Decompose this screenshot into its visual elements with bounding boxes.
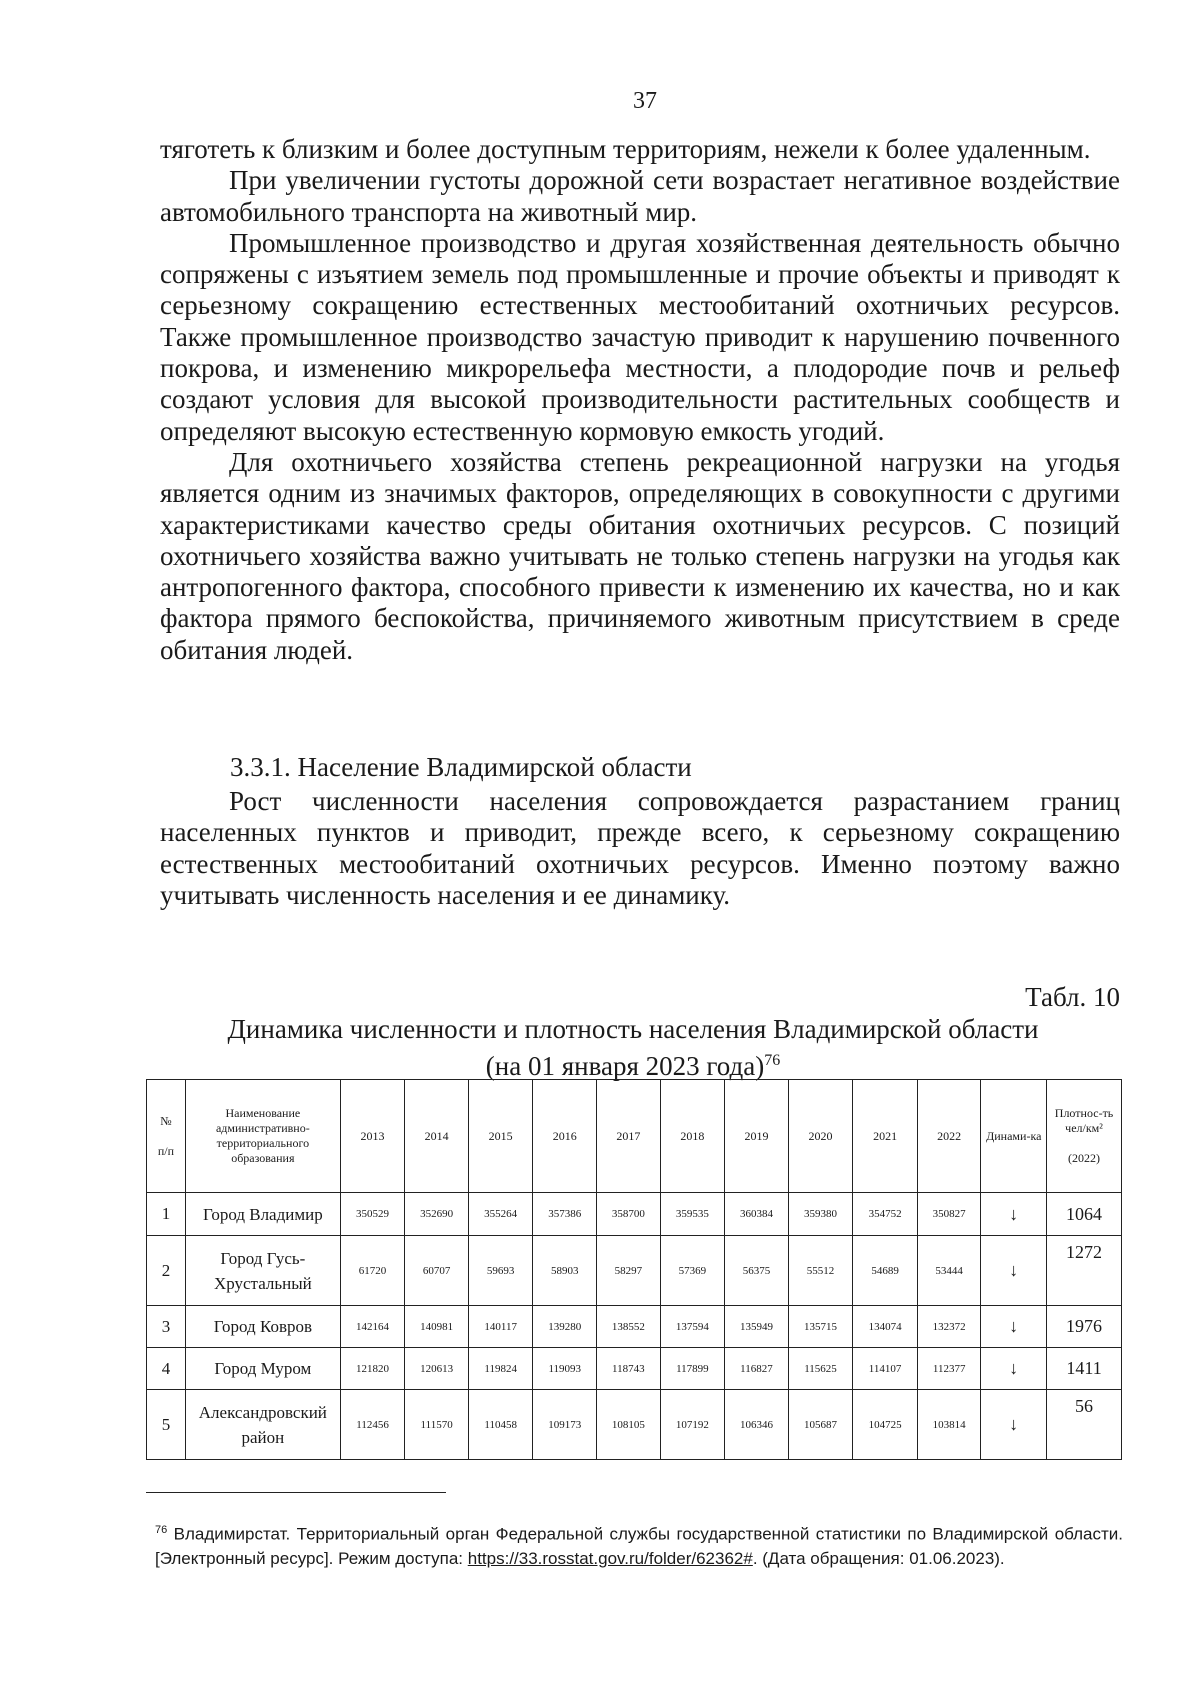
row-value: 112377	[917, 1348, 981, 1390]
row-density: 1411	[1047, 1348, 1122, 1390]
row-value: 138552	[597, 1306, 661, 1348]
row-value: 58297	[597, 1236, 661, 1306]
population-table	[146, 1079, 1122, 1460]
header-year: 2020	[788, 1080, 853, 1193]
header-year: 2016	[533, 1080, 597, 1193]
section-text	[160, 786, 1120, 911]
row-number: 2	[147, 1236, 186, 1306]
header-year: 2015	[468, 1080, 533, 1193]
row-name: Город Владимир	[185, 1193, 340, 1236]
arrow-down-icon: ↓	[981, 1390, 1047, 1460]
body-text-top	[160, 134, 1120, 666]
row-value: 137594	[660, 1306, 725, 1348]
table-label: Табл. 10	[1025, 982, 1120, 1012]
row-value: 350827	[917, 1193, 981, 1236]
row-value: 118743	[597, 1348, 661, 1390]
header-year: 2019	[725, 1080, 789, 1193]
table-row	[147, 1236, 1122, 1306]
row-value: 104725	[853, 1390, 918, 1460]
row-value: 114107	[853, 1348, 918, 1390]
row-value: 140981	[405, 1306, 469, 1348]
table-row	[147, 1348, 1122, 1390]
row-value: 140117	[468, 1306, 533, 1348]
header-year: 2021	[853, 1080, 918, 1193]
row-value: 139280	[533, 1306, 597, 1348]
row-value: 109173	[533, 1390, 597, 1460]
row-number: 4	[147, 1348, 186, 1390]
paragraph-3: Промышленное производство и другая хозяйственная деятельность обычно сопряжены с изъятием земель под промышленные и прочие объекты и приводят к серьезному сокращению естественных местообитаний охотничьих ресурсов. Также промышленное производство зачастую приводит к нарушению почвенного покрова, и изменению микрорельефа местности, а плодородие почв и рельеф создают условия для высокой производительности растительных сообществ и определяют высокую естественную кормовую емкость угодий.	[160, 227, 1120, 446]
row-value: 53444	[917, 1236, 981, 1306]
footnote-text-end: . (Дата обращения: 01.06.2023).	[752, 1548, 1005, 1568]
table-row	[147, 1390, 1122, 1460]
header-year: 2017	[597, 1080, 661, 1193]
row-value: 110458	[468, 1390, 533, 1460]
row-value: 60707	[405, 1236, 469, 1306]
row-value: 135949	[725, 1306, 789, 1348]
row-value: 59693	[468, 1236, 533, 1306]
row-value: 55512	[788, 1236, 853, 1306]
row-value: 117899	[660, 1348, 725, 1390]
row-value: 115625	[788, 1348, 853, 1390]
header-number: № п/п	[147, 1080, 186, 1193]
header-year: 2018	[660, 1080, 725, 1193]
row-value: 360384	[725, 1193, 789, 1236]
row-density: 1272	[1047, 1236, 1122, 1306]
footnote-text: Владимирстат. Территориальный орган Федеральной службы государственной статистики по Владимирской области. [Электронный ресурс]. Режим доступа:	[155, 1524, 1123, 1568]
row-value: 119824	[468, 1348, 533, 1390]
row-value: 108105	[597, 1390, 661, 1460]
row-value: 103814	[917, 1390, 981, 1460]
row-value: 355264	[468, 1193, 533, 1236]
footnote	[155, 1518, 1123, 1571]
row-number: 5	[147, 1390, 186, 1460]
row-value: 350529	[340, 1193, 405, 1236]
row-value: 357386	[533, 1193, 597, 1236]
row-value: 121820	[340, 1348, 405, 1390]
row-value: 359380	[788, 1193, 853, 1236]
row-value: 111570	[405, 1390, 469, 1460]
header-density: Плотнос-ть чел/км² (2022)	[1047, 1080, 1122, 1193]
row-density: 1976	[1047, 1306, 1122, 1348]
paragraph-2: При увеличении густоты дорожной сети возрастает негативное воздействие автомобильного транспорта на животный мир.	[160, 165, 1120, 227]
header-dynamics: Динами-ка	[981, 1080, 1047, 1193]
footnote-number: 76	[155, 1524, 168, 1536]
row-value: 54689	[853, 1236, 918, 1306]
arrow-down-icon: ↓	[981, 1306, 1047, 1348]
page-number: 37	[633, 88, 657, 114]
row-value: 120613	[405, 1348, 469, 1390]
row-value: 132372	[917, 1306, 981, 1348]
row-value: 134074	[853, 1306, 918, 1348]
header-year: 2014	[405, 1080, 469, 1193]
row-value: 56375	[725, 1236, 789, 1306]
paragraph-4: Для охотничьего хозяйства степень рекреационной нагрузки на угодья является одним из значимых факторов, определяющих в совокупности с другими характеристиками качество среды обитания охотничьих ресурсов. С позиций охотничьего хозяйства важно учитывать не только степень нагрузки на угодья как антропогенного фактора, способного привести к изменению их качества, но и как фактора прямого беспокойства, причиняемого животным присутствием в среде обитания людей.	[160, 446, 1120, 665]
row-density: 56	[1047, 1390, 1122, 1460]
row-number: 1	[147, 1193, 186, 1236]
table-row	[147, 1306, 1122, 1348]
row-value: 358700	[597, 1193, 661, 1236]
row-value: 58903	[533, 1236, 597, 1306]
row-number: 3	[147, 1306, 186, 1348]
header-year: 2013	[340, 1080, 405, 1193]
paragraph-1: тяготеть к близким и более доступным территориям, нежели к более удаленным.	[160, 134, 1091, 164]
row-name: Александровский район	[185, 1390, 340, 1460]
row-value: 352690	[405, 1193, 469, 1236]
arrow-down-icon: ↓	[981, 1193, 1047, 1236]
table-row	[147, 1193, 1122, 1236]
row-name: Город Муром	[185, 1348, 340, 1390]
table-header-row	[147, 1080, 1122, 1193]
row-value: 61720	[340, 1236, 405, 1306]
section-heading: 3.3.1. Население Владимирской области	[230, 752, 692, 782]
header-name: Наименование административно-территориального образования	[185, 1080, 340, 1193]
row-value: 359535	[660, 1193, 725, 1236]
row-name: Город Гусь-Хрустальный	[185, 1236, 340, 1306]
row-name: Город Ковров	[185, 1306, 340, 1348]
row-value: 57369	[660, 1236, 725, 1306]
arrow-down-icon: ↓	[981, 1236, 1047, 1306]
footnote-link[interactable]: https://33.rosstat.gov.ru/folder/62362#	[467, 1548, 753, 1568]
row-value: 106346	[725, 1390, 789, 1460]
table-title-text: (на 01 января 2023 года)	[485, 1051, 765, 1081]
row-value: 135715	[788, 1306, 853, 1348]
footnote-divider	[146, 1492, 446, 1493]
header-year: 2022	[917, 1080, 981, 1193]
section-paragraph: Рост численности населения сопровождается разрастанием границ населенных пунктов и приводит, прежде всего, к серьезному сокращению естественных местообитаний охотничьих ресурсов. Именно поэтому важно учитывать численность населения и ее динамику.	[160, 786, 1120, 910]
row-density: 1064	[1047, 1193, 1122, 1236]
footnote-ref: 76	[764, 1052, 781, 1069]
row-value: 112456	[340, 1390, 405, 1460]
row-value: 119093	[533, 1348, 597, 1390]
row-value: 105687	[788, 1390, 853, 1460]
row-value: 116827	[725, 1348, 789, 1390]
row-value: 354752	[853, 1193, 918, 1236]
table-title-line1: Динамика численности и плотность населения Владимирской области	[227, 1014, 1039, 1044]
arrow-down-icon: ↓	[981, 1348, 1047, 1390]
row-value: 142164	[340, 1306, 405, 1348]
table-title-line2	[146, 1045, 1120, 1082]
row-value: 107192	[660, 1390, 725, 1460]
